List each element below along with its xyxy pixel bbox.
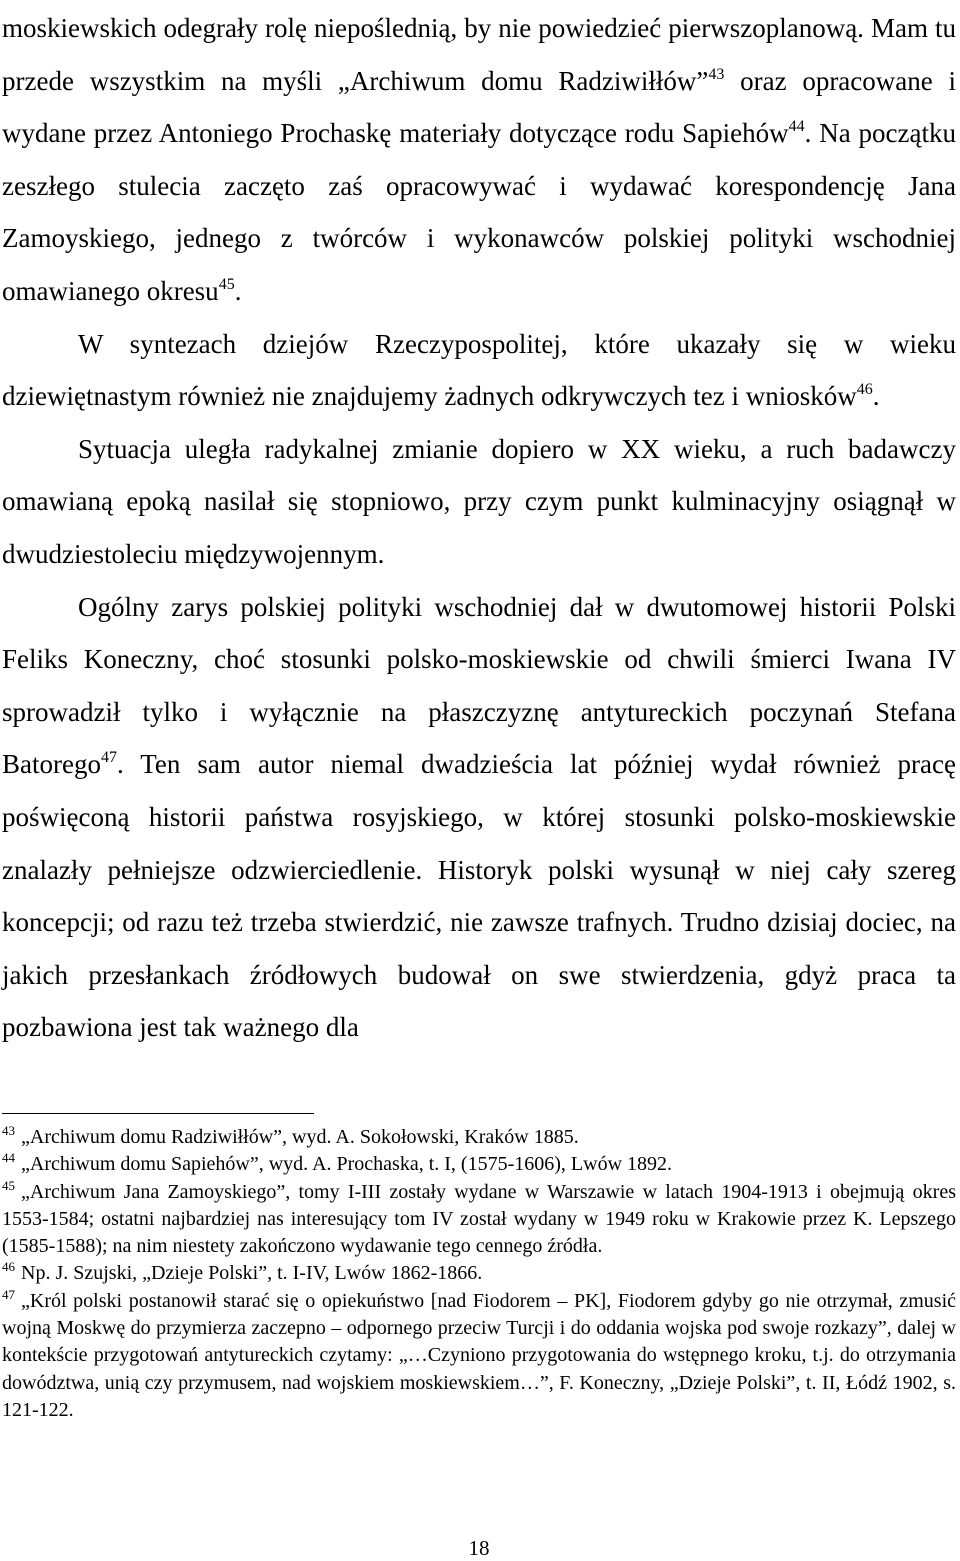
paragraph-1-text-d: .	[234, 275, 242, 306]
footnote-separator	[2, 1113, 314, 1114]
footnote-43	[2, 1124, 956, 1151]
footnote-number: 44	[2, 1150, 15, 1166]
footnote-ref-44[interactable]: 44	[788, 118, 805, 136]
footnote-ref-46[interactable]: 46	[856, 381, 873, 399]
paragraph-4-text-b: . Ten sam autor niemal dwadzieścia lat później wydał również pracę poświęconą historii państwa rosyjskiego, w której stosunki polsko-moskiewskie znalazły pełniejsze odzwierciedlenie. Historyk polski wysunął w niej cały szereg koncepcji; od razu też trzeba stwierdzić, nie zawsze trafnych. Trudno dzisiaj dociec, na jakich przesłankach źródłowych budował on swe stwierdzenia, gdyż praca ta pozbawiona jest tak ważnego dla	[2, 749, 956, 1043]
paragraph-4	[2, 581, 956, 1054]
paragraph-3-text: Sytuacja uległa radykalnej zmianie dopiero w XX wieku, a ruch badawczy omawianą epoką nasilał się stopniowo, przy czym punkt kulminacyjny osiągnął w dwudziestoleciu międzywojennym.	[2, 433, 956, 569]
paragraph-4-text-a: Ogólny zarys polskiej polityki wschodniej dał w dwutomowej historii Polski Feliks Koneczny, choć stosunki polsko-moskiewskie od chwili śmierci Iwana IV sprowadził tylko i wyłącznie na płaszczyznę antytureckich poczynań Stefana Batorego	[2, 591, 956, 780]
footnote-text: „Archiwum domu Sapiehów”, wyd. A. Prochaska, t. I, (1575-1606), Lwów 1892.	[21, 1153, 673, 1176]
footnote-44	[2, 1151, 956, 1178]
footnote-text: „Król polski postanowił starać się o opiekuństwo [nad Fiodorem – PK], Fiodorem gdyby go nie otrzymał, zmusić wojną Moskwę do przymierza zaczepno – odpornego przeciw Turcji i do oddania wojska pod swoje rozkazy”, dalej w kontekście przygotowań antytureckich czytamy: „…Czyniono przygotowania do wstępnego kroku, t.j. do otrzymania dowództwa, unią czy przymusem, nad wojskiem moskiewskiem…”, F. Koneczny, „Dzieje Polski”, t. II, Łódź 1902, s. 121-122.	[2, 1289, 956, 1421]
footnote-47	[2, 1288, 956, 1424]
footnotes	[2, 1124, 956, 1424]
paragraph-2-text-b: .	[872, 381, 880, 412]
main-text	[2, 0, 956, 1054]
footnote-ref-43[interactable]: 43	[708, 65, 725, 83]
document-page	[2, 0, 956, 1560]
paragraph-1-text-c: . Na początku zeszłego stulecia zaczęto zaś opracowywać i wydawać korespondencję Jana Zamoyskiego, jednego z twórców i wykonawców polskiej polityki wschodniej omawianego okresu	[2, 118, 956, 306]
paragraph-1-text-a: moskiewskich odegrały rolę niepoślednią, by nie powiedzieć pierwszoplanową. Mam tu przede wszystkim na myśli „Archiwum domu Radziwiłłów”	[2, 13, 956, 96]
footnote-number: 47	[2, 1286, 15, 1302]
footnote-number: 43	[2, 1123, 15, 1138]
footnote-text: Np. J. Szujski, „Dzieje Polski”, t. I-IV, Lwów 1862-1866.	[21, 1262, 483, 1285]
footnote-number: 45	[2, 1177, 15, 1193]
footnote-text: „Archiwum domu Radziwiłłów”, wyd. A. Sokołowski, Kraków 1885.	[21, 1126, 579, 1148]
paragraph-1	[2, 2, 956, 318]
footnote-ref-45[interactable]: 45	[218, 275, 235, 293]
page-number: 18	[468, 1536, 490, 1560]
footnote-number: 46	[2, 1259, 15, 1275]
footnote-45	[2, 1179, 956, 1261]
paragraph-3	[2, 423, 956, 581]
paragraph-1-text-b: oraz opracowane i wydane przez Antoniego Prochaskę materiały dotyczące rodu Sapiehów	[2, 65, 956, 149]
footnote-ref-47[interactable]: 47	[100, 749, 117, 767]
footnote-text: „Archiwum Jana Zamoyskiego”, tomy I-III zostały wydane w Warszawie w latach 1904-1913 i obejmują okres 1553-1584; ostatni najbardziej nas interesujący tom IV został wydany w 1949 roku w Krakowie przez K. Lepszego (1585-1588); na nim niestety zakończono wydawanie tego cennego źródła.	[2, 1180, 956, 1258]
paragraph-2	[2, 318, 956, 423]
paragraph-2-text-a: W syntezach dziejów Rzeczypospolitej, które ukazały się w wieku dziewiętnastym również nie znajdujemy żadnych odkrywczych tez i wniosków	[2, 328, 956, 412]
footnote-46	[2, 1260, 956, 1287]
